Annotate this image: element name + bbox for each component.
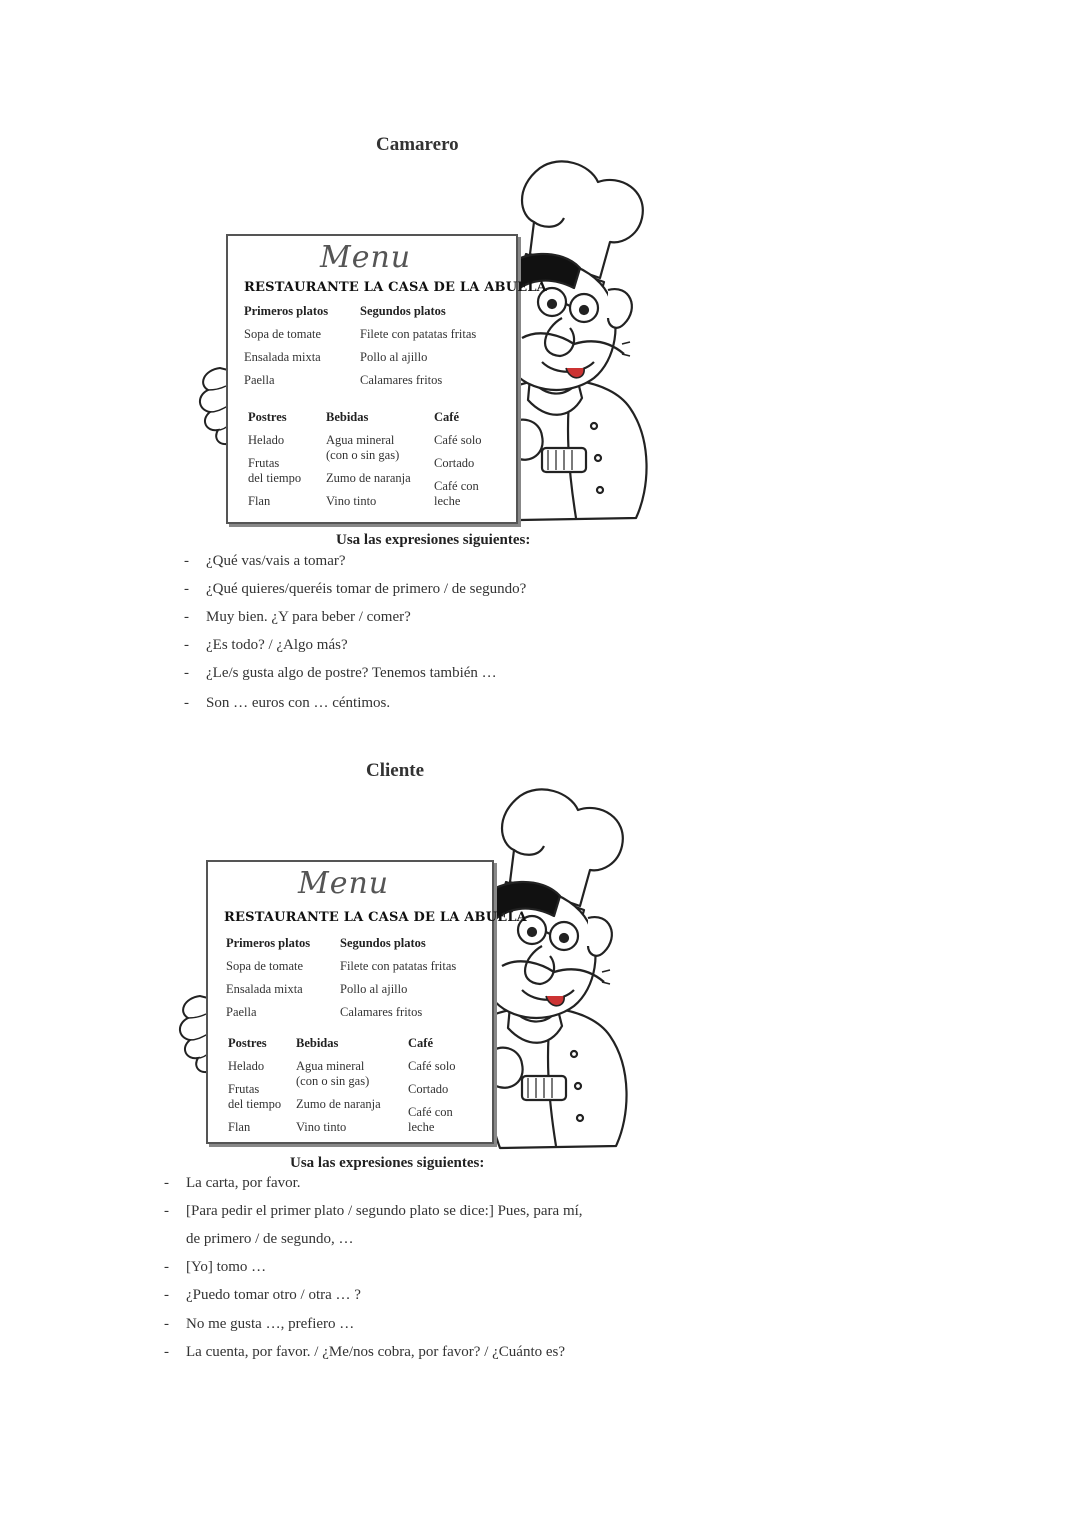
menu-item: Pollo al ajillo xyxy=(360,350,428,364)
menu-item: Filete con patatas fritas xyxy=(340,959,457,973)
menu-item: Zumo de naranja xyxy=(296,1097,381,1111)
menu-item: Café solo xyxy=(434,433,482,447)
menu-item: Agua mineral (con o sin gas) xyxy=(296,1059,370,1088)
postres-heading: Postres xyxy=(248,410,287,424)
menu-item: Frutas del tiempo xyxy=(248,456,302,485)
expression-item: - La cuenta, por favor. / ¿Me/nos cobra, por favor? / ¿Cuánto es? xyxy=(164,1344,566,1360)
menu-item: Calamares fritos xyxy=(360,373,443,387)
expression-item: - No me gusta …, prefiero … xyxy=(164,1316,355,1332)
instruction-heading: Usa las expresiones siguientes: xyxy=(336,532,531,548)
primeros-heading: Primeros platos xyxy=(226,936,311,950)
expression-item: - ¿Le/s gusta algo de postre? Tenemos también … xyxy=(184,665,497,681)
menu-item: Café con leche xyxy=(408,1105,453,1134)
menu-item: Flan xyxy=(228,1120,251,1134)
menu-item: Frutas del tiempo xyxy=(228,1082,282,1111)
segundos-column xyxy=(340,932,456,1024)
menu-item: Cortado xyxy=(408,1082,449,1096)
postres-heading: Postres xyxy=(228,1036,267,1050)
menu-item: Sopa de tomate xyxy=(244,327,322,341)
expression-item: - ¿Puedo tomar otro / otra … ? xyxy=(164,1287,361,1303)
primeros-column xyxy=(244,300,328,392)
menu-item: Flan xyxy=(248,494,271,508)
expression-item: - ¿Es todo? / ¿Algo más? xyxy=(184,637,348,653)
menu-script-title: Menu xyxy=(298,866,390,901)
menu-item: Helado xyxy=(248,433,285,447)
cafe-column xyxy=(408,1032,456,1139)
bebidas-heading: Bebidas xyxy=(326,410,369,424)
menu-item: Vino tinto xyxy=(326,494,377,508)
bebidas-column xyxy=(296,1032,381,1139)
restaurant-name: RESTAURANTE LA CASA DE LA ABUELA xyxy=(244,280,547,295)
segundos-heading: Segundos platos xyxy=(340,936,426,950)
menu-item: Ensalada mixta xyxy=(244,350,321,364)
bebidas-heading: Bebidas xyxy=(296,1036,339,1050)
expression-item: - ¿Qué vas/vais a tomar? xyxy=(184,553,346,569)
menu-item: Cortado xyxy=(434,456,475,470)
menu-item: Agua mineral (con o sin gas) xyxy=(326,433,400,462)
expression-list xyxy=(164,1172,583,1369)
menu-item: Pollo al ajillo xyxy=(340,982,408,996)
menu-item: Paella xyxy=(244,373,275,387)
menu-item: Paella xyxy=(226,1005,257,1019)
section-title: Cliente xyxy=(366,760,425,781)
cafe-column xyxy=(434,406,482,513)
instruction-heading: Usa las expresiones siguientes: xyxy=(290,1155,485,1171)
expression-item: - [Para pedir el primer plato / segundo plato se dice:] Pues, para mí, de primero / de segundo, … xyxy=(164,1203,583,1247)
expression-list xyxy=(184,550,526,720)
expression-item: - La carta, por favor. xyxy=(164,1175,301,1191)
menu-card xyxy=(206,860,527,1144)
section-title: Camarero xyxy=(376,134,459,155)
menu-item: Sopa de tomate xyxy=(226,959,304,973)
menu-item: Helado xyxy=(228,1059,265,1073)
expression-item: - Muy bien. ¿Y para beber / comer? xyxy=(184,609,411,625)
menu-item: Ensalada mixta xyxy=(226,982,303,996)
expression-item: - ¿Qué quieres/queréis tomar de primero / de segundo? xyxy=(184,581,527,597)
postres-column xyxy=(228,1032,281,1139)
cafe-heading: Café xyxy=(408,1036,433,1050)
menu-item: Café con leche xyxy=(434,479,479,508)
segundos-heading: Segundos platos xyxy=(360,304,446,318)
cafe-heading: Café xyxy=(434,410,459,424)
menu-item: Café solo xyxy=(408,1059,456,1073)
menu-item: Vino tinto xyxy=(296,1120,347,1134)
primeros-column xyxy=(226,932,310,1024)
menu-script-title: Menu xyxy=(320,240,412,275)
menu-item: Calamares fritos xyxy=(340,1005,423,1019)
postres-column xyxy=(248,406,301,513)
menu-item: Zumo de naranja xyxy=(326,471,411,485)
segundos-column xyxy=(360,300,476,392)
menu-card xyxy=(226,234,547,524)
primeros-heading: Primeros platos xyxy=(244,304,329,318)
expression-item: - [Yo] tomo … xyxy=(164,1259,267,1275)
expression-item: - Son … euros con … céntimos. xyxy=(184,695,391,711)
restaurant-name: RESTAURANTE LA CASA DE LA ABUELA xyxy=(224,910,527,925)
menu-item: Filete con patatas fritas xyxy=(360,327,477,341)
bebidas-column xyxy=(326,406,411,513)
